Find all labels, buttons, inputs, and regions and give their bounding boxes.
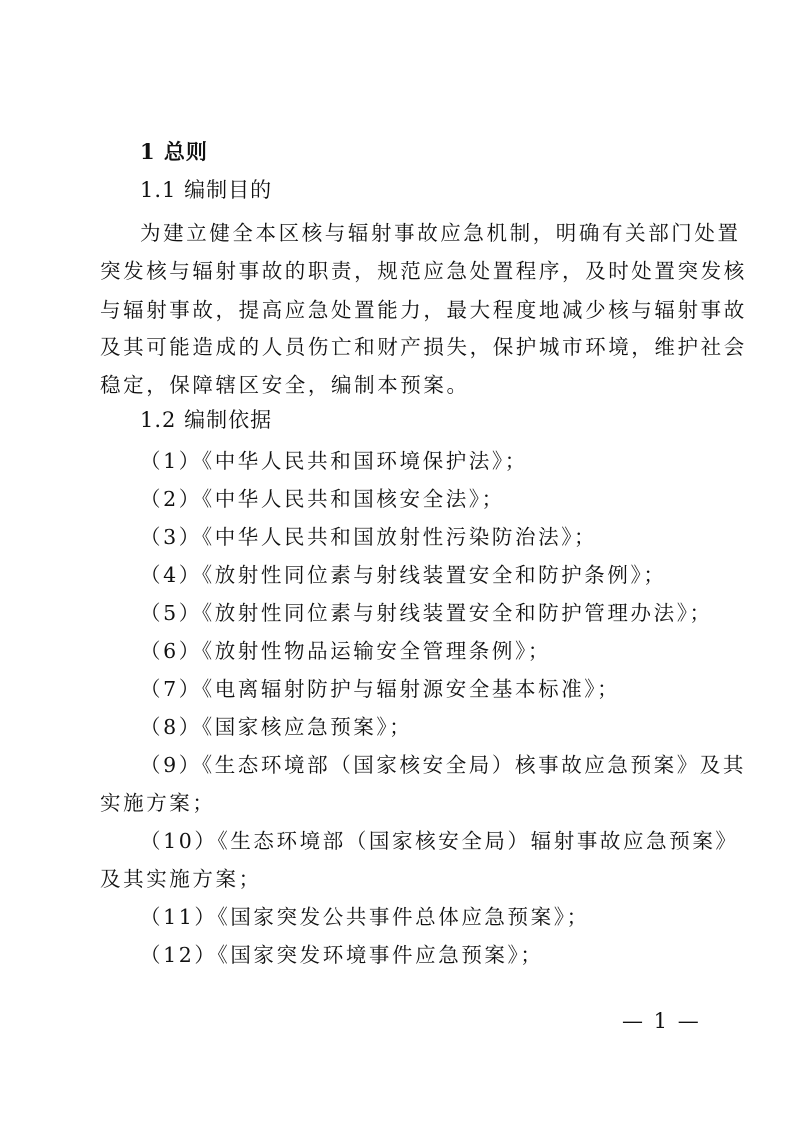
paragraph-line: 及其可能造成的人员伤亡和财产损失，保护城市环境，维护社会 [100,335,747,359]
section-title-purpose: 1.1 编制目的 [140,178,273,202]
list-item: （9）《生态环境部（国家核安全局）核事故应急预案》及其 [140,753,746,777]
list-item: （5）《放射性同位素与射线装置安全和防护管理办法》； [140,601,713,625]
list-item: （6）《放射性物品运输安全管理条例》； [140,639,551,663]
list-item: （8）《国家核应急预案》； [140,715,413,739]
page-number: — 1 — [622,1009,701,1033]
list-item: （7）《电离辐射防护与辐射源安全基本标准》； [140,677,621,701]
list-item: （1）《中华人民共和国环境保护法》； [140,449,528,473]
paragraph-line: 与辐射事故，提高应急处置能力，最大程度地减少核与辐射事故 [100,298,747,322]
list-item: （11）《国家突发公共事件总体应急预案》； [140,905,590,929]
list-item: （4）《放射性同位素与射线装置安全和防护条例》； [140,563,667,587]
list-item: （3）《中华人民共和国放射性污染防治法》； [140,525,598,549]
list-item: （2）《中华人民共和国核安全法》； [140,487,505,511]
list-item: （10）《生态环境部（国家核安全局）辐射事故应急预案》 [140,829,739,853]
heading-general-principles: 1 总则 [140,139,208,164]
paragraph-line: 突发核与辐射事故的职责，规范应急处置程序，及时处置突发核 [100,259,747,283]
section-title-basis: 1.2 编制依据 [140,408,273,432]
paragraph-line: 稳定，保障辖区安全，编制本预案。 [100,373,470,397]
list-item-continuation: 及其实施方案； [100,867,262,891]
list-item: （12）《国家突发环境事件应急预案》； [140,943,544,967]
list-item-continuation: 实施方案； [100,791,216,815]
paragraph-line: 为建立健全本区核与辐射事故应急机制，明确有关部门处置 [140,221,741,245]
